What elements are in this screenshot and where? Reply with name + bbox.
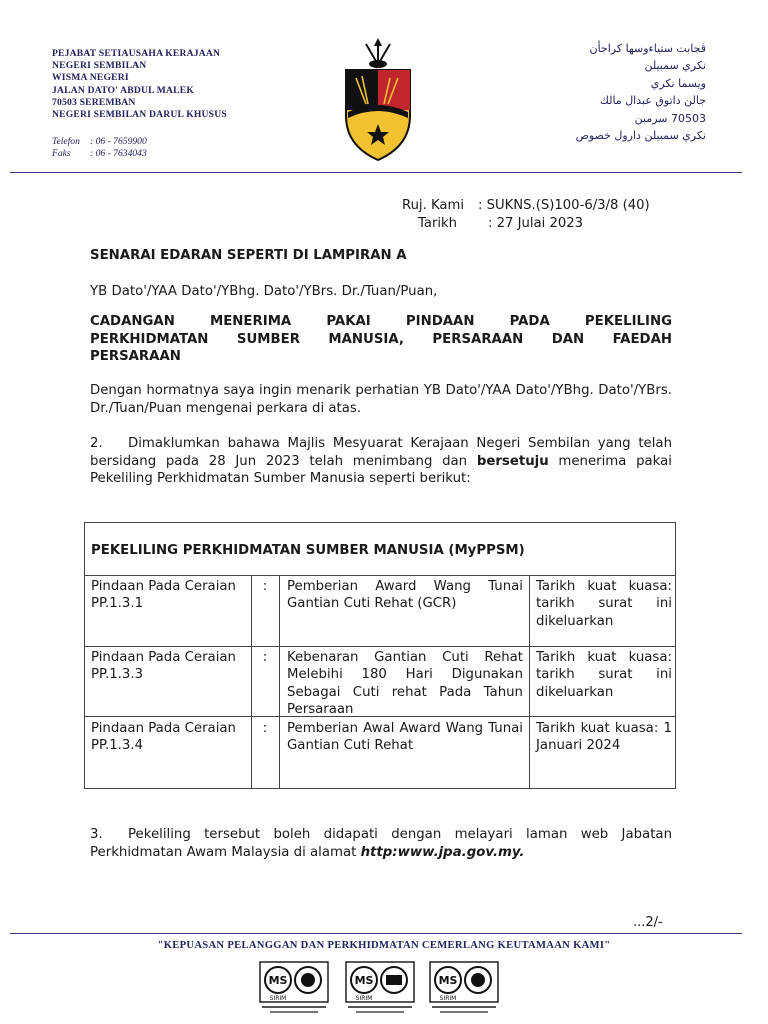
letterhead-contact [52,136,147,160]
ms-certification-logo-icon [258,960,330,1016]
table-rule [85,646,675,647]
table-cell-effective-date: Tarikh kuat kuasa: tarikh surat ini dikeluarkan [536,579,672,629]
date-value: : 27 Julai 2023 [488,216,584,231]
address-line: PEJABAT SETIAUSAHA KERAJAAN [52,48,221,59]
cert-mark: MS [268,974,288,987]
address-line: WISMA NEGERI [52,72,129,84]
footer-slogan: "KEPUASAN PELANGGAN DAN PERKHIDMATAN CEMERLANG KEUTAMAAN KAMI" [157,940,611,951]
table-cell-item: Pindaan Pada Ceraian PP.1.3.3 [91,650,236,683]
fax-label: Faks [52,148,71,159]
jawi-line: نكري سمبيلن دارول خصوص [575,129,706,143]
footer-divider [10,933,742,934]
paragraph-2-text: Dimaklumkan bahawa Majlis Mesyuarat Kerajaan Negeri Sembilan yang telah bersidang pada 28 Jun 2023 telah menimbang dan [90,436,672,469]
page-continuation: ...2/- [633,915,663,930]
ms-certification-logo-icon [428,960,500,1016]
jawi-line: ويسما نكري [650,76,706,90]
cert-org: SIRIM [439,995,457,1002]
table-rule [85,575,675,576]
table-cell-separator: : [262,579,268,594]
table-cell-separator: : [262,721,268,736]
jawi-line: جالن داتوق عبدال مالك [599,94,706,108]
fax-number: : 06 - 7634043 [90,148,147,159]
letterhead-address [52,48,227,121]
table-cell-effective-date: Tarikh kuat kuasa: 1 Januari 2024 [536,721,672,754]
jawi-line: نكري سمبيلن [644,59,706,73]
table-cell-effective-date: Tarikh kuat kuasa: tarikh surat ini dikeluarkan [536,650,672,700]
paragraph-2 [90,435,672,488]
jawi-line: ڤجابت ستياءوسها كراجأن [589,42,706,55]
state-crest-icon [338,38,418,162]
phone-number: : 06 - 7659900 [90,136,147,147]
paragraph-2-emphasis: bersetuju [476,453,549,469]
recipient-line: SENARAI EDARAN SEPERTI DI LAMPIRAN A [90,248,407,263]
letterhead-divider [10,172,742,173]
table-rule [529,575,530,789]
table-cell-description: Pemberian Awal Award Wang Tunai Gantian Cuti Rehat [287,721,523,754]
paragraph-2-text-end: menerima pakai Pekeliling Perkhidmatan Sumber Manusia seperti berikut: [90,453,672,486]
reference-block [402,197,650,233]
ref-value: : SUKNS.(S)100-6/3/8 (40) [478,198,650,213]
table-cell-description: Kebenaran Gantian Cuti Rehat Melebihi 180 Hari Digunakan Sebagai Cuti rehat Pada Tahun Persaraan [287,650,523,718]
paragraph-3-text: Pekeliling tersebut boleh didapati dengan melayari laman web Jabatan Perkhidmatan Awam Malaysia di alamat [90,827,672,860]
letterhead-jawi-address [576,40,706,144]
address-line: NEGERI SEMBILAN [52,60,147,72]
cert-mark: MS [438,974,458,987]
table-cell-description: Pemberian Award Wang Tunai Gantian Cuti Rehat (GCR) [287,579,523,612]
paragraph-3 [90,826,672,861]
jpa-website-link[interactable]: http:www.jpa.gov.my. [360,844,525,860]
table-rule [279,575,280,789]
address-line: NEGERI SEMBILAN DARUL KHUSUS [52,109,227,121]
jawi-line: 70503 سرمبن [634,111,706,125]
subject-heading: CADANGAN MENERIMA PAKAI PINDAAN PADA PEKELILING PERKHIDMATAN SUMBER MANUSIA, PERSARAAN DAN FAEDAH PERSARAAN [90,314,672,364]
address-line: 70503 SEREMBAN [52,96,136,108]
paragraph-number: 3. [90,827,103,842]
table-cell-item: Pindaan Pada Ceraian PP.1.3.4 [91,721,236,754]
ref-label: Ruj. Kami [402,198,464,213]
cert-org: SIRIM [355,995,373,1002]
salutation: YB Dato'/YAA Dato'/YBhg. Dato'/YBrs. Dr./Tuan/Puan, [90,284,438,299]
phone-label: Telefon [52,136,80,147]
paragraph-1: Dengan hormatnya saya ingin menarik perhatian YB Dato'/YAA Dato'/YBhg. Dato'/YBrs. Dr./Tuan/Puan mengenai perkara di atas. [90,383,672,416]
date-label: Tarikh [418,216,458,231]
table-cell-item: Pindaan Pada Ceraian PP.1.3.1 [91,579,236,612]
cert-org: SIRIM [269,995,287,1002]
ms-certification-logo-icon [344,960,416,1016]
paragraph-number: 2. [90,436,103,451]
cert-mark: MS [354,974,374,987]
table-cell-separator: : [262,650,268,665]
table-title: PEKELILING PERKHIDMATAN SUMBER MANUSIA (MyPPSM) [91,543,525,558]
table-rule [251,575,252,789]
circular-table [84,522,676,789]
address-line: JALAN DATO' ABDUL MALEK [52,84,195,96]
